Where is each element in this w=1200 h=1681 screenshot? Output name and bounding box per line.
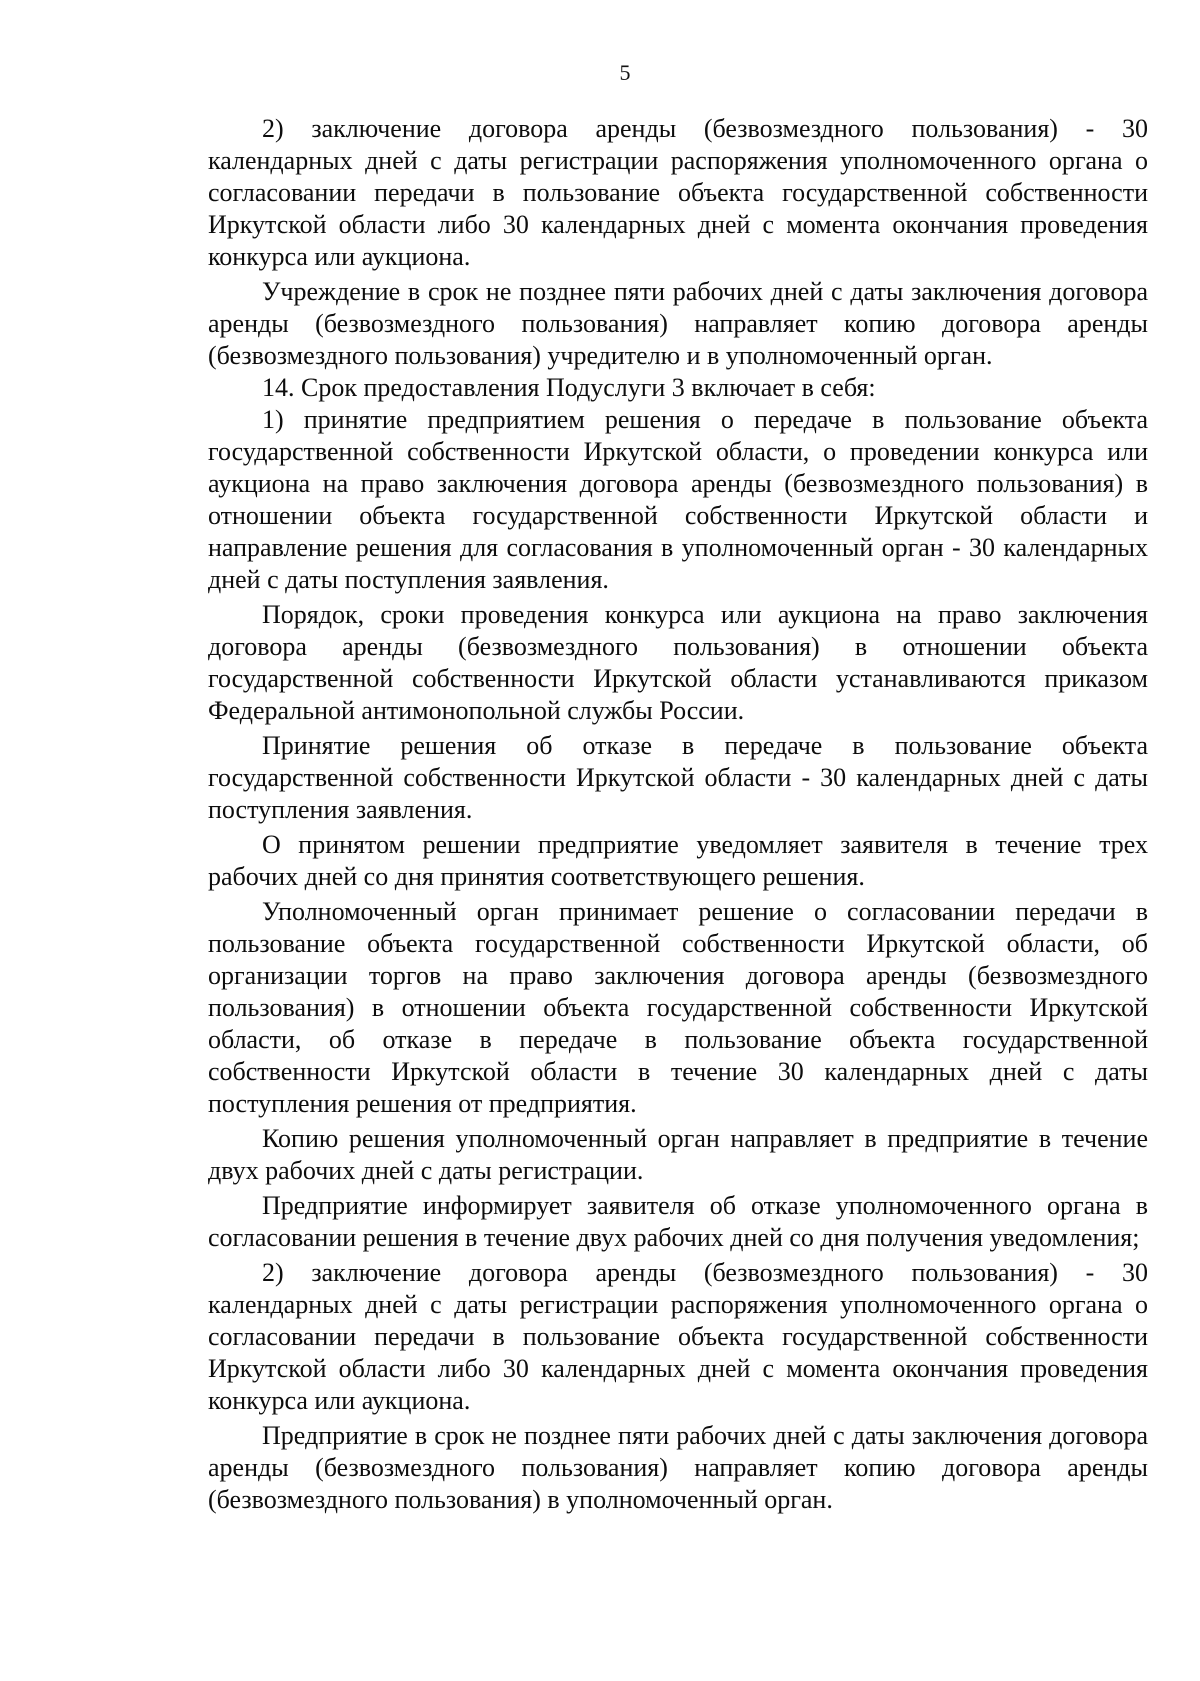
paragraph-decision-copy: Копию решения уполномоченный орган направляет в предприятие в течение двух рабочих дней с даты регистрации. — [208, 1124, 1148, 1185]
paragraph-auction-procedure: Порядок, сроки проведения конкурса или аукциона на право заключения договора аренды (безвозмездного пользования) в отношении объекта государственной собственности Иркутской области устанавливаются приказом Федеральной антимонопольной службы России. — [208, 600, 1148, 725]
paragraph-section-14-heading: 14. Срок предоставления Подуслуги 3 включает в себя: — [262, 373, 876, 402]
paragraph-enterprise-decision: 1) принятие предприятием решения о передаче в пользование объекта государственной собственности Иркутской области, о проведении конкурса или аукциона на право заключения договора аренды (безвозмездного пользования) в отношении объекта государственной собственности Иркутской области и направление решения для согласования в уполномоченный орган - 30 календарных дней с даты поступления заявления. — [208, 405, 1148, 594]
page-number: 5 — [619, 60, 631, 85]
paragraph-refusal-decision: Принятие решения об отказе в передаче в пользование объекта государственной собственности Иркутской области - 30 календарных дней с даты поступления заявления. — [208, 731, 1148, 824]
document-body — [208, 113, 1148, 1516]
paragraph-lease-conclusion-enterprise: 2) заключение договора аренды (безвозмездного пользования) - 30 календарных дней с даты регистрации распоряжения уполномоченного органа о согласовании передачи в пользование объекта государственной собственности Иркутской области либо 30 календарных дней с момента окончания проведения конкурса или аукциона. — [208, 1258, 1148, 1415]
paragraph-enterprise-copy: Предприятие в срок не позднее пяти рабочих дней с даты заключения договора аренды (безвозмездного пользования) направляет копию договора аренды (безвозмездного пользования) в уполномоченный орган. — [208, 1421, 1148, 1514]
paragraph-authority-decision: Уполномоченный орган принимает решение о согласовании передачи в пользование объекта государственной собственности Иркутской области, об организации торгов на право заключения договора аренды (безвозмездного пользования) в отношении объекта государственной собственности Иркутской области, об отказе в передаче в пользование объекта государственной собственности Иркутской области в течение 30 календарных дней с даты поступления решения от предприятия. — [208, 897, 1148, 1118]
paragraph-lease-conclusion-institution: 2) заключение договора аренды (безвозмездного пользования) - 30 календарных дней с даты регистрации распоряжения уполномоченного органа о согласовании передачи в пользование объекта государственной собственности Иркутской области либо 30 календарных дней с момента окончания проведения конкурса или аукциона. — [208, 114, 1148, 271]
paragraph-applicant-notification: О принятом решении предприятие уведомляет заявителя в течение трех рабочих дней со дня принятия соответствующего решения. — [208, 830, 1148, 891]
paragraph-refusal-information: Предприятие информирует заявителя об отказе уполномоченного органа в согласовании решения в течение двух рабочих дней со дня получения уведомления; — [208, 1191, 1148, 1252]
paragraph-institution-copy: Учреждение в срок не позднее пяти рабочих дней с даты заключения договора аренды (безвозмездного пользования) направляет копию договора аренды (безвозмездного пользования) учредителю и в уполномоченный орган. — [208, 277, 1148, 370]
